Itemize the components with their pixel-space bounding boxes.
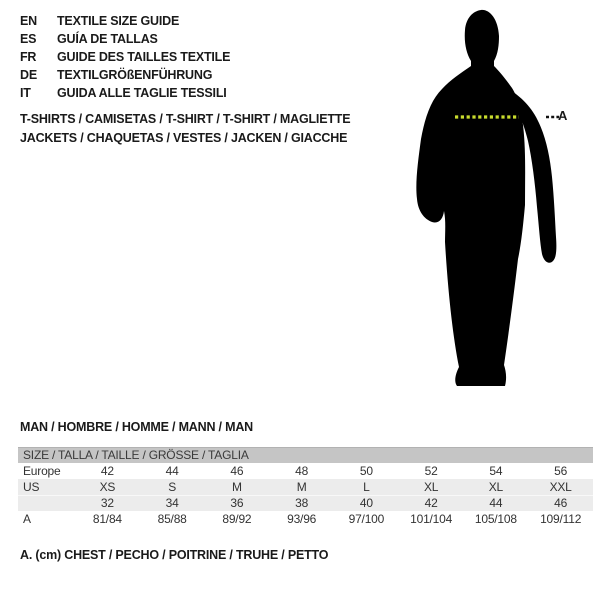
table-cell: L: [363, 480, 370, 494]
size-table-header: SIZE / TALLA / TAILLE / GRÖSSE / TAGLIA: [18, 447, 593, 463]
table-cell: XXL: [549, 480, 572, 494]
language-row: [20, 66, 230, 84]
language-label: GUÍA DE TALLAS: [57, 32, 158, 46]
size-table-row: [18, 463, 593, 479]
table-cell: 54: [489, 464, 503, 478]
table-cell: 44: [165, 464, 179, 478]
table-cell: 109/112: [540, 512, 582, 526]
table-cell: 46: [230, 464, 244, 478]
category-line-jackets: JACKETS / CHAQUETAS / VESTES / JACKEN / GIACCHE: [20, 131, 348, 145]
table-cell: 42: [424, 496, 438, 510]
table-cell: 105/108: [474, 512, 517, 526]
table-cell: 40: [359, 496, 373, 510]
table-cell: 34: [165, 496, 179, 510]
table-cell: 85/88: [157, 512, 187, 526]
row-label: Europe: [23, 464, 61, 478]
size-table-row: [18, 479, 593, 495]
language-row: [20, 48, 230, 66]
table-cell: 32: [100, 496, 114, 510]
language-label: TEXTILE SIZE GUIDE: [57, 14, 180, 28]
language-row: [20, 84, 230, 102]
language-code: DE: [20, 68, 37, 82]
category-line-tshirts: T-SHIRTS / CAMISETAS / T-SHIRT / T-SHIRT / MAGLIETTE: [20, 112, 351, 126]
man-silhouette-figure: [405, 5, 577, 397]
language-code: FR: [20, 50, 37, 64]
language-row: [20, 12, 230, 30]
table-cell: 48: [295, 464, 309, 478]
section-title-man: MAN / HOMBRE / HOMME / MANN / MAN: [20, 420, 253, 434]
row-label: US: [23, 480, 40, 494]
table-cell: M: [231, 480, 242, 494]
table-cell: 56: [554, 464, 568, 478]
language-code: ES: [20, 32, 37, 46]
size-table-row: [18, 495, 593, 511]
table-cell: 36: [230, 496, 244, 510]
table-cell: 81/84: [92, 512, 122, 526]
table-cell: S: [168, 480, 177, 494]
table-cell: 44: [489, 496, 503, 510]
table-cell: XL: [423, 480, 439, 494]
table-cell: 97/100: [348, 512, 385, 526]
table-cell: 50: [359, 464, 373, 478]
garment-categories: [20, 110, 350, 148]
language-code: IT: [20, 86, 31, 100]
table-cell: 52: [424, 464, 438, 478]
man-silhouette: [416, 10, 525, 386]
table-cell: 46: [554, 496, 568, 510]
table-cell: XS: [99, 480, 116, 494]
language-label: TEXTILGRÖßENFÜHRUNG: [57, 68, 213, 82]
language-label: GUIDA ALLE TAGLIE TESSILI: [57, 86, 227, 100]
language-code: EN: [20, 14, 37, 28]
table-cell: M: [296, 480, 307, 494]
table-cell: 101/104: [410, 512, 453, 526]
table-cell: XL: [488, 480, 504, 494]
size-table-body: [18, 463, 593, 527]
table-cell: 42: [100, 464, 114, 478]
table-cell: 38: [295, 496, 309, 510]
row-label: A: [23, 512, 31, 526]
size-table-row: [18, 511, 593, 527]
row-label: [18, 496, 75, 511]
measure-label-a: A: [558, 108, 568, 123]
language-row: [20, 30, 230, 48]
size-table: [18, 447, 593, 527]
table-cell: 89/92: [222, 512, 252, 526]
measurement-footnote: A. (cm) CHEST / PECHO / POITRINE / TRUHE / PETTO: [20, 548, 329, 562]
language-label: GUIDE DES TAILLES TEXTILE: [57, 50, 231, 64]
language-list: [20, 12, 230, 102]
table-cell: 93/96: [287, 512, 317, 526]
